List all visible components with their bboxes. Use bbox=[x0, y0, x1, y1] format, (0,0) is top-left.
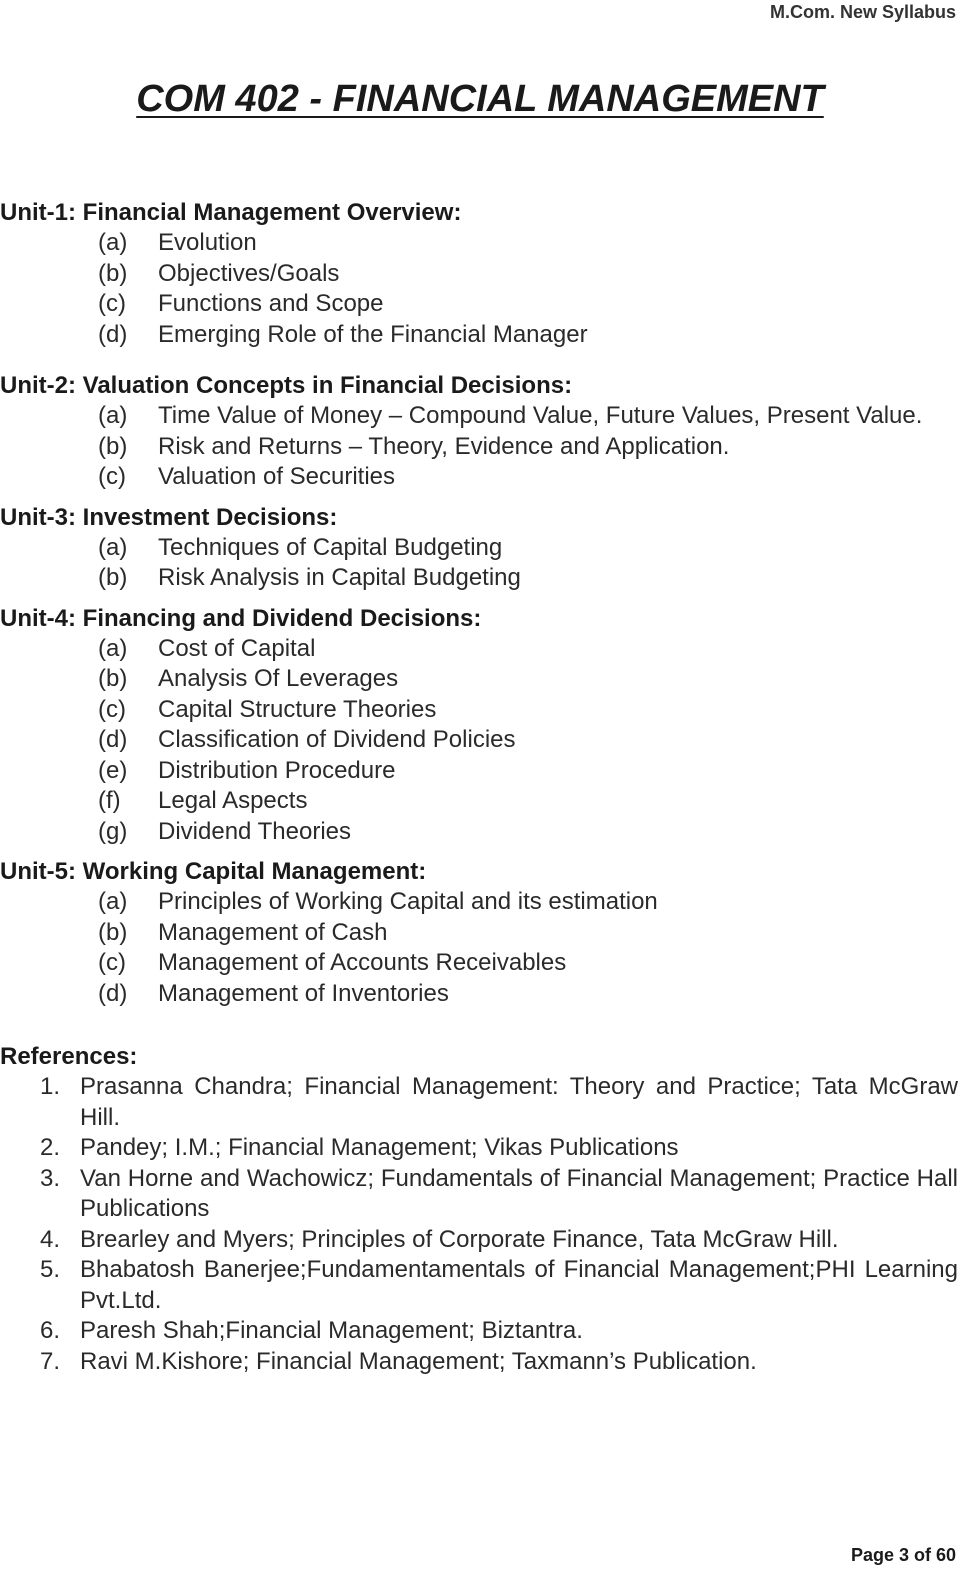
list-item bbox=[0, 817, 958, 848]
item-label: (d) bbox=[98, 979, 128, 1007]
list-item bbox=[0, 634, 958, 665]
list-item bbox=[0, 756, 958, 787]
reference-item bbox=[0, 1316, 958, 1347]
list-item bbox=[0, 432, 958, 463]
reference-number: 2. bbox=[40, 1134, 61, 1161]
page-number: Page 3 of 60 bbox=[850, 1545, 956, 1565]
reference-item bbox=[0, 1255, 958, 1316]
item-text: Valuation of Securities bbox=[158, 463, 396, 490]
unit-items bbox=[0, 533, 958, 594]
item-label: (g) bbox=[98, 817, 128, 845]
item-label: (e) bbox=[98, 756, 128, 784]
item-label: (b) bbox=[98, 665, 128, 692]
item-text: Objectives/Goals bbox=[158, 259, 340, 287]
reference-item bbox=[0, 1347, 958, 1378]
reference-number: 4. bbox=[40, 1225, 61, 1253]
list-item bbox=[0, 462, 958, 493]
reference-number: 5. bbox=[40, 1256, 61, 1283]
item-text: Evolution bbox=[158, 229, 257, 256]
list-item bbox=[0, 563, 958, 594]
item-text: Techniques of Capital Budgeting bbox=[158, 533, 503, 561]
unit-items bbox=[0, 634, 958, 848]
item-text: Management of Cash bbox=[158, 918, 388, 946]
list-item bbox=[0, 695, 958, 726]
item-label: (b) bbox=[98, 432, 128, 460]
list-item bbox=[0, 979, 958, 1010]
item-text: Classification of Dividend Policies bbox=[158, 726, 516, 753]
item-label: (f) bbox=[98, 787, 121, 814]
reference-text: Pandey; I.M.; Financial Management; Vikas Publications bbox=[80, 1134, 679, 1161]
unit-heading: Unit-4: Financing and Dividend Decisions: bbox=[0, 604, 482, 632]
item-label: (b) bbox=[98, 259, 128, 287]
syllabus-content bbox=[0, 197, 958, 1377]
item-label: (a) bbox=[98, 888, 128, 915]
unit-heading: Unit-3: Investment Decisions: bbox=[0, 503, 338, 531]
unit-items bbox=[0, 401, 958, 493]
item-label: (a) bbox=[98, 634, 128, 662]
list-item bbox=[0, 786, 958, 817]
item-text: Risk and Returns – Theory, Evidence and Application. bbox=[158, 432, 730, 460]
item-text: Legal Aspects bbox=[158, 787, 308, 814]
list-item bbox=[0, 259, 958, 290]
list-item bbox=[0, 320, 958, 351]
item-text: Analysis Of Leverages bbox=[158, 665, 399, 692]
references-section bbox=[0, 1041, 958, 1377]
unit-4 bbox=[0, 603, 958, 848]
list-item bbox=[0, 948, 958, 979]
item-text: Functions and Scope bbox=[158, 290, 384, 317]
item-label: (d) bbox=[98, 320, 128, 348]
list-item bbox=[0, 918, 958, 949]
unit-items bbox=[0, 228, 958, 350]
item-text: Cost of Capital bbox=[158, 634, 316, 662]
list-item bbox=[0, 401, 958, 432]
unit-3 bbox=[0, 502, 958, 594]
reference-text: Van Horne and Wachowicz; Fundamentals of Financial Management; Practice Hall Publications bbox=[80, 1164, 958, 1222]
item-label: (c) bbox=[98, 695, 126, 723]
item-text: Capital Structure Theories bbox=[158, 695, 437, 723]
item-text: Emerging Role of the Financial Manager bbox=[158, 320, 588, 348]
item-label: (a) bbox=[98, 229, 128, 256]
item-label: (b) bbox=[98, 564, 128, 591]
reference-item bbox=[0, 1164, 958, 1225]
item-text: Time Value of Money – Compound Value, Future Values, Present Value. bbox=[158, 402, 923, 429]
reference-item bbox=[0, 1225, 958, 1256]
reference-item bbox=[0, 1133, 958, 1164]
references-heading: References: bbox=[0, 1043, 138, 1070]
list-item bbox=[0, 289, 958, 320]
list-item bbox=[0, 533, 958, 564]
item-text: Principles of Working Capital and its estimation bbox=[158, 888, 658, 915]
item-label: (a) bbox=[98, 402, 128, 429]
item-label: (b) bbox=[98, 918, 128, 946]
unit-heading: Unit-1: Financial Management Overview: bbox=[0, 199, 462, 226]
list-item bbox=[0, 664, 958, 695]
list-item bbox=[0, 228, 958, 259]
reference-text: Brearley and Myers; Principles of Corporate Finance, Tata McGraw Hill. bbox=[80, 1225, 839, 1253]
reference-item bbox=[0, 1072, 958, 1133]
item-label: (c) bbox=[98, 463, 126, 490]
item-label: (a) bbox=[98, 533, 128, 561]
reference-number: 3. bbox=[40, 1164, 61, 1192]
unit-heading: Unit-5: Working Capital Management: bbox=[0, 858, 427, 885]
item-label: (c) bbox=[98, 290, 126, 317]
unit-items bbox=[0, 887, 958, 1009]
references-list bbox=[0, 1072, 958, 1377]
reference-text: Bhabatosh Banerjee;Fundamentamentals of Financial Management;PHI Learning Pvt.Ltd. bbox=[80, 1256, 958, 1314]
item-text: Management of Inventories bbox=[158, 979, 449, 1007]
list-item bbox=[0, 725, 958, 756]
item-text: Management of Accounts Receivables bbox=[158, 949, 567, 976]
item-label: (c) bbox=[98, 949, 126, 976]
unit-1 bbox=[0, 197, 958, 350]
unit-heading: Unit-2: Valuation Concepts in Financial Decisions: bbox=[0, 372, 573, 399]
page-title: COM 402 - FINANCIAL MANAGEMENT bbox=[136, 78, 824, 120]
list-item bbox=[0, 887, 958, 918]
reference-text: Ravi M.Kishore; Financial Management; Taxmann’s Publication. bbox=[80, 1347, 757, 1375]
header-course-label: M.Com. New Syllabus bbox=[769, 2, 956, 22]
item-label: (d) bbox=[98, 726, 128, 753]
reference-text: Paresh Shah;Financial Management; Biztantra. bbox=[80, 1317, 583, 1344]
reference-number: 1. bbox=[40, 1073, 61, 1100]
item-text: Risk Analysis in Capital Budgeting bbox=[158, 564, 521, 591]
item-text: Dividend Theories bbox=[158, 817, 351, 845]
unit-5 bbox=[0, 856, 958, 1009]
reference-number: 6. bbox=[40, 1317, 61, 1344]
item-text: Distribution Procedure bbox=[158, 756, 396, 784]
unit-2 bbox=[0, 370, 958, 493]
reference-number: 7. bbox=[40, 1347, 61, 1375]
reference-text: Prasanna Chandra; Financial Management: Theory and Practice; Tata McGraw Hill. bbox=[80, 1073, 958, 1131]
